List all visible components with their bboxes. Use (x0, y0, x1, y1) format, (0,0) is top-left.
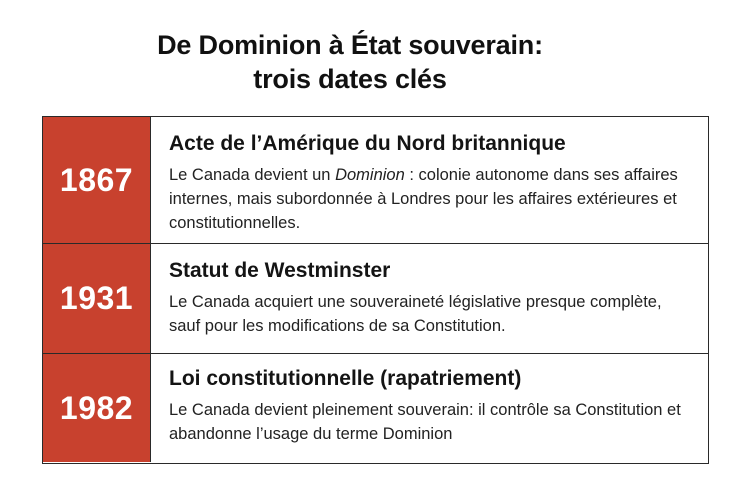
page-title-line-2: trois dates clés (253, 64, 447, 94)
timeline-row-1867 (43, 117, 708, 243)
year-cell (43, 117, 151, 243)
year-label: 1867 (59, 161, 134, 198)
year-cell (43, 244, 151, 353)
year-label: 1982 (59, 389, 134, 426)
event-content (169, 131, 696, 235)
event-description-part: : colonie autonome dans ses affaires internes, mais subordonnée à Londres pour les affaires extérieures et constitutionnelles. (169, 166, 678, 232)
event-title: Statut de Westminster (169, 259, 391, 282)
timeline-row-1931 (43, 243, 708, 353)
year-label: 1931 (59, 280, 134, 316)
event-description: Le Canada devient pleinement souverain: il contrôle sa Constitution et abandonne l’usage du terme Dominion (169, 401, 681, 443)
event-title: Loi constitutionnelle (rapatriement) (169, 367, 522, 390)
event-description: Le Canada acquiert une souveraineté législative presque complète, sauf pour les modifications de sa Constitution. (169, 293, 662, 335)
timeline-row-1982 (43, 353, 708, 462)
event-content (169, 258, 696, 338)
event-description (169, 163, 696, 235)
event-content (169, 366, 696, 446)
event-description-emphasis: Dominion (335, 166, 405, 184)
year-cell (43, 354, 151, 462)
event-title: Acte de l’Amérique du Nord britannique (169, 132, 566, 155)
page-title (0, 28, 700, 96)
timeline-table (42, 116, 709, 464)
page-title-line-1: De Dominion à État souverain: (157, 30, 543, 60)
event-description-part: Le Canada devient un (169, 166, 336, 184)
